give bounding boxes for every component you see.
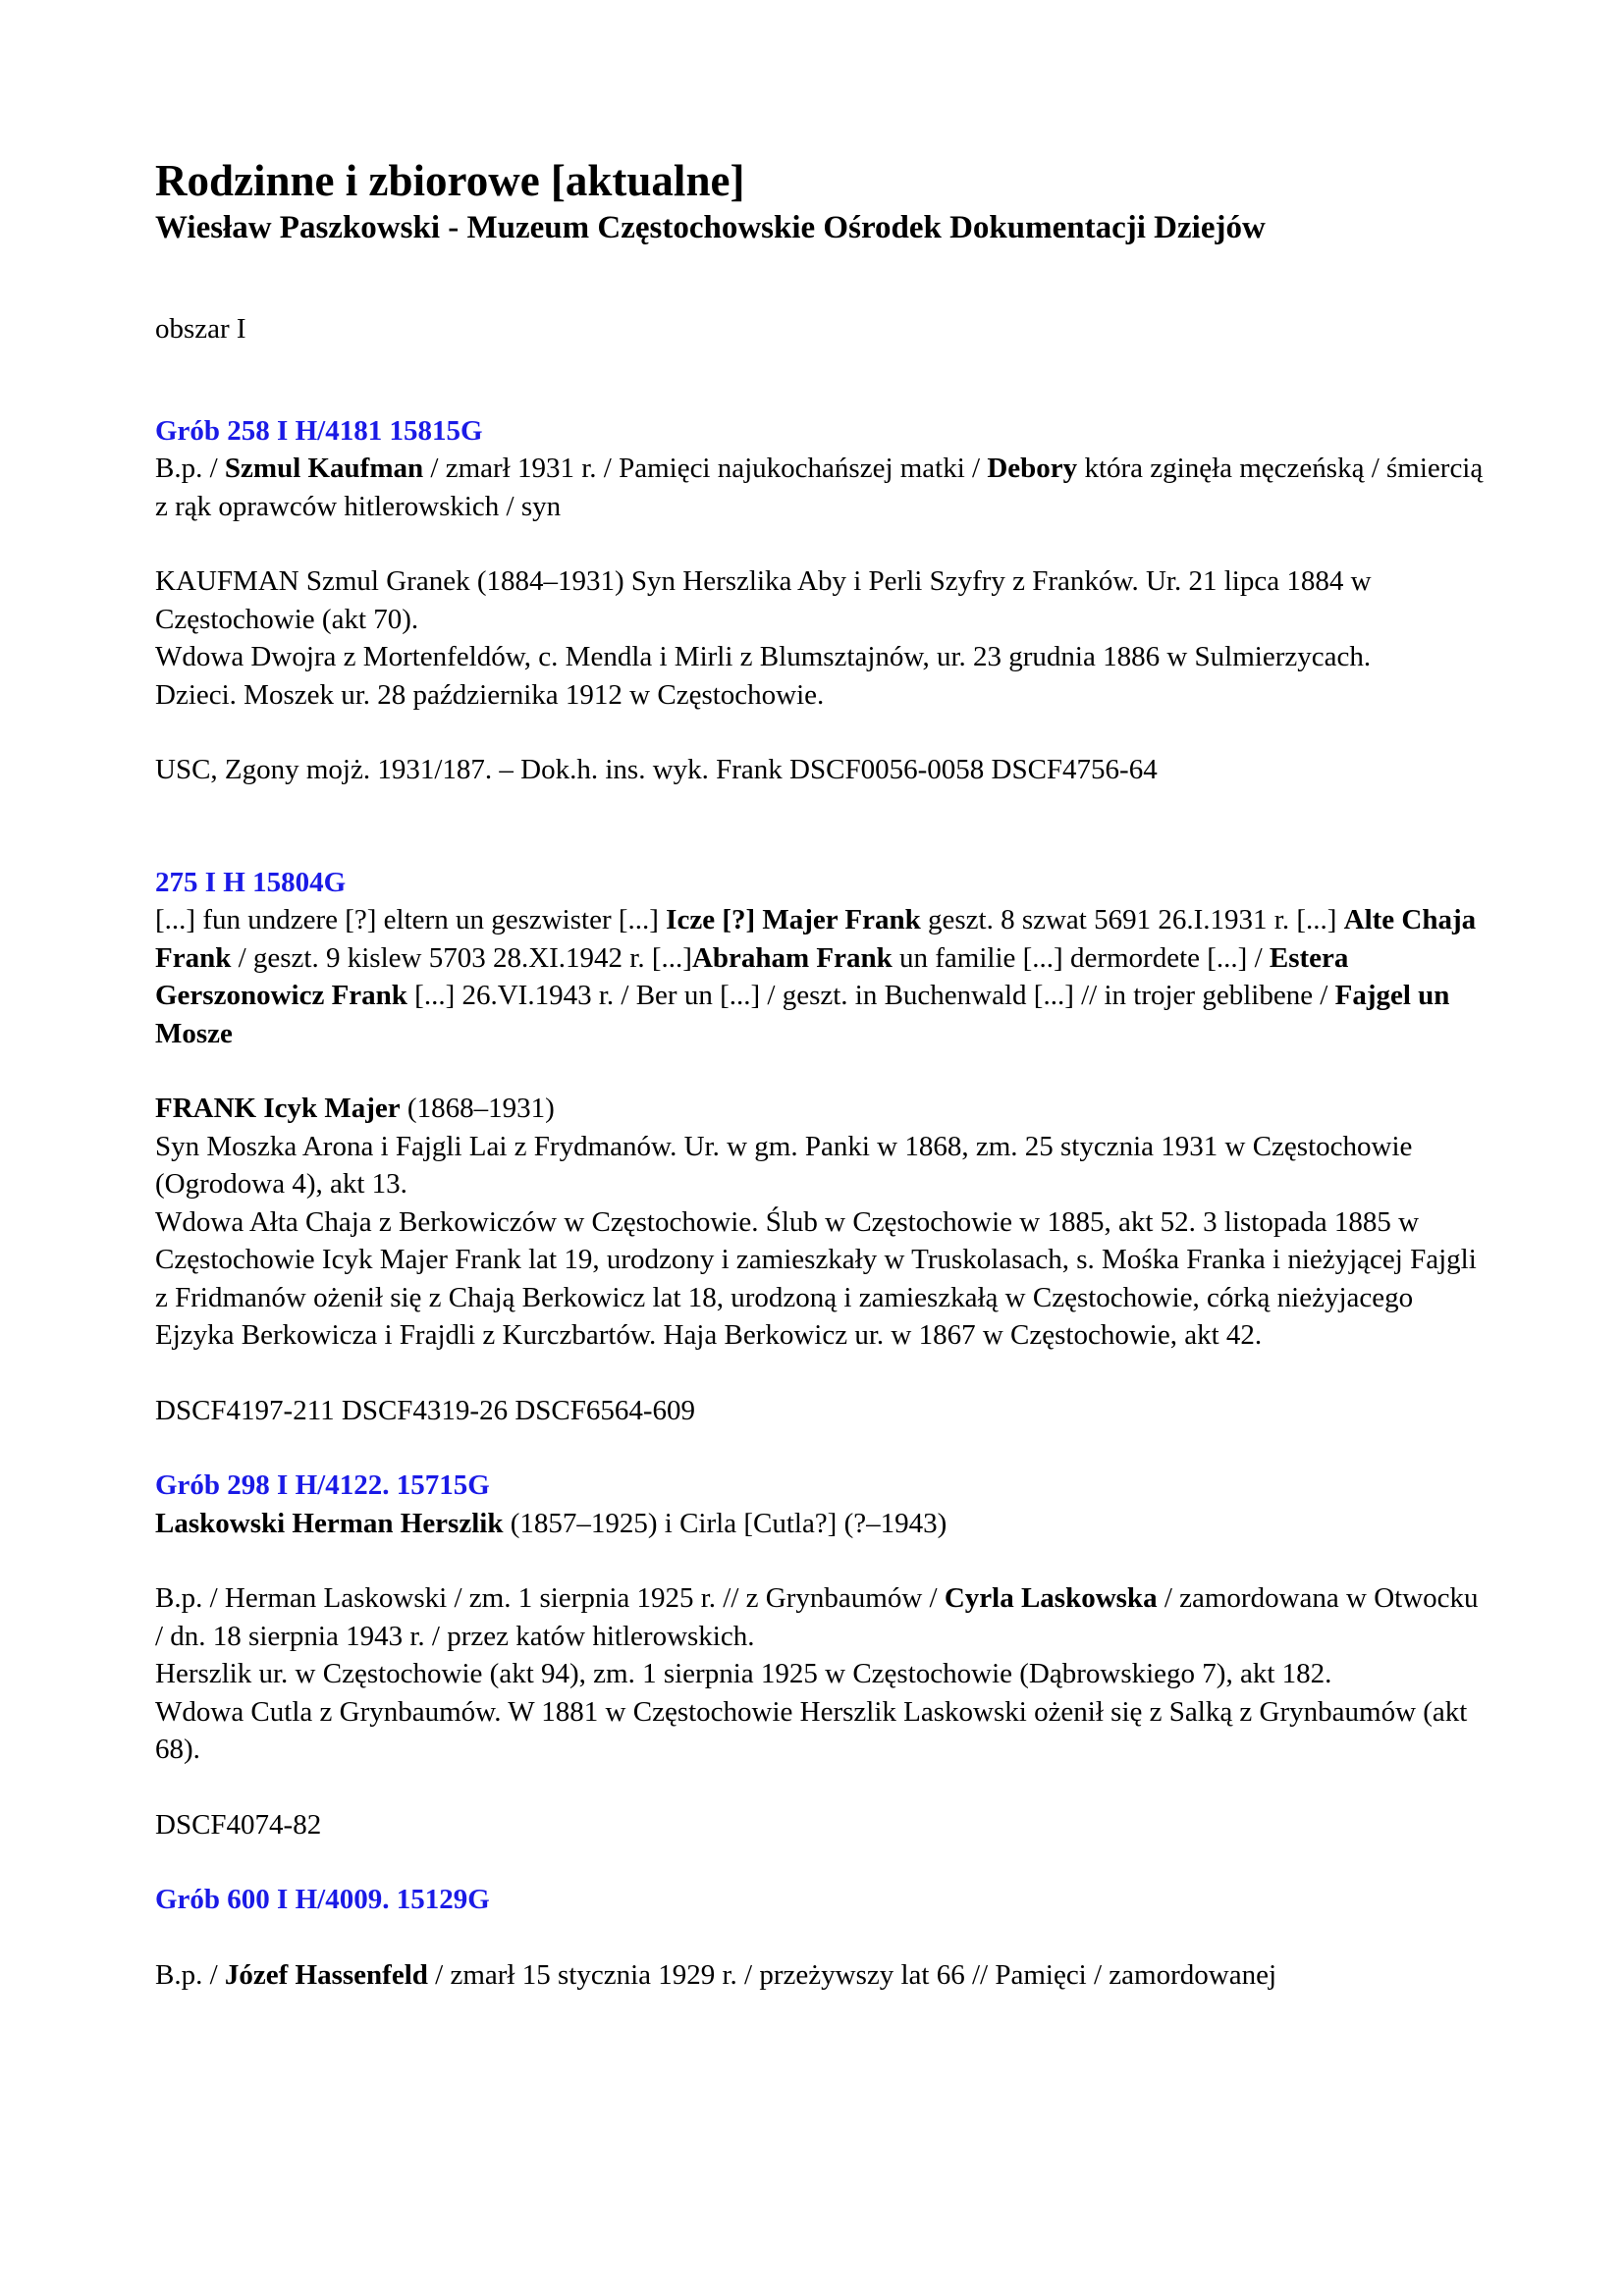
bold-name: Icze [?] Majer Frank <box>666 904 921 935</box>
text-run: / zamordowana w Otwocku / dn. 18 sierpnia 1943 r. / przez katów hitlerowskich. <box>155 1582 1479 1652</box>
grave-heading: Grób 258 I H/4181 15815G <box>155 414 483 447</box>
bio-line: Wdowa Cutla z Grynbaumów. W 1881 w Częstochowie Herszlik Laskowski ożenił się z Salką z Grynbaumów (akt 68). <box>155 1695 1468 1765</box>
bold-name: Fajgel un Mosze <box>155 980 1450 1049</box>
document-content <box>155 155 1490 1994</box>
area-label: obszar I <box>155 313 246 345</box>
bio-line: Herszlik ur. w Częstochowie (akt 94), zm. 1 sierpnia 1925 w Częstochowie (Dąbrowskiego 7), akt 182. <box>155 1658 1332 1689</box>
text-run: un familie [...] dermordete [...] / <box>892 941 1270 974</box>
person-header <box>155 1505 1490 1543</box>
grave-entry <box>155 412 1490 789</box>
page-subtitle: Wiesław Paszkowski - Muzeum Częstochowskie Ośrodek Dokumentacji Dziejów <box>155 210 1266 245</box>
person-dates: (1868–1931) <box>400 1093 555 1124</box>
bold-name: Abraham Frank <box>691 941 893 974</box>
bio-line: Dzieci. Moszek ur. 28 października 1912 w Częstochowie. <box>155 678 825 711</box>
grave-inscription <box>155 1956 1490 1995</box>
text-run: B.p. / <box>155 453 225 484</box>
grave-inscription <box>155 450 1490 525</box>
text-run: / geszt. 9 kislew 5703 28.XI.1942 r. [...] <box>231 941 692 974</box>
grave-heading: 275 I H 15804G <box>155 866 347 898</box>
grave-entry <box>155 1467 1490 1843</box>
grave-heading: Grób 600 I H/4009. 15129G <box>155 1884 490 1915</box>
text-run: B.p. / Herman Laskowski / zm. 1 sierpnia 1925 r. // z Grynbaumów / <box>155 1582 945 1614</box>
person-header <box>155 1090 1490 1128</box>
bold-name: Alte Chaja Frank <box>155 904 1477 974</box>
person-name: FRANK Icyk Majer <box>155 1093 401 1124</box>
page-title: Rodzinne i zbiorowe [aktualne] <box>155 156 745 205</box>
text-run: geszt. 8 szwat 5691 26.I.1931 r. [...] <box>920 904 1344 935</box>
grave-heading: Grób 298 I H/4122. 15715G <box>155 1469 490 1501</box>
text-run: / zmarł 1931 r. / Pamięci najukochańszej matki / <box>423 453 988 484</box>
text-run: [...] fun undzere [?] eltern un geszwister [...] <box>155 904 667 935</box>
bold-name: Szmul Kaufman <box>224 453 424 484</box>
grave-entry <box>155 864 1490 1430</box>
grave-inscription <box>155 1579 1490 1655</box>
bold-name: Estera Gerszonowicz Frank <box>155 941 1349 1011</box>
grave-entry <box>155 1881 1490 1994</box>
text-run: B.p. / <box>155 1958 225 1991</box>
bold-name: Józef Hassenfeld <box>224 1958 428 1991</box>
sources-line: DSCF4197-211 DSCF4319-26 DSCF6564-609 <box>155 1394 696 1426</box>
bio-line: Syn Moszka Arona i Fajgli Lai z Frydmanów. Ur. w gm. Panki w 1868, zm. 25 stycznia 1931 w Częstochowie (Ogrodowa 4), akt 13. <box>155 1130 1413 1200</box>
bold-name: Cyrla Laskowska <box>944 1582 1158 1614</box>
person-name: Laskowski Herman Herszlik <box>155 1507 504 1539</box>
text-run: która zginęła męczeńską / śmiercią z rąk oprawców hitlerowskich / syn <box>155 453 1484 522</box>
sources-line: USC, Zgony mojż. 1931/187. – Dok.h. ins. wyk. Frank DSCF0056-0058 DSCF4756-64 <box>155 754 1158 785</box>
text-run: [...] 26.VI.1943 r. / Ber un [...] / geszt. in Buchenwald [...] // in trojer geblibene / <box>406 980 1335 1011</box>
grave-inscription <box>155 901 1490 1052</box>
bio-line: KAUFMAN Szmul Granek (1884–1931) Syn Herszlika Aby i Perli Szyfry z Franków. Ur. 21 lipca 1884 w Częstochowie (akt 70). <box>155 565 1372 635</box>
bold-name: Debory <box>987 453 1078 484</box>
text-run: / zmarł 15 stycznia 1929 r. / przeżywszy lat 66 // Pamięci / zamordowanej <box>427 1958 1277 1991</box>
bio-line: Wdowa Ałta Chaja z Berkowiczów w Częstochowie. Ślub w Częstochowie w 1885, akt 52. 3 listopada 1885 w Częstochowie Icyk Majer Frank lat 19, urodzony i zamieszkały w Truskolasach, s. Mośka Franka i nieżyjącej Fajgli z Fridmanów ożenił się z Chają Berkowicz lat 18, urodzoną i zamieszkałą w Częstochowie, córką nieżyjacego Ejzyka Berkowicza i Frajdli z Kurczbartów. Haja Berkowicz ur. w 1867 w Częstochowie, akt 42. <box>155 1205 1477 1351</box>
bio-line: Wdowa Dwojra z Mortenfeldów, c. Mendla i Mirli z Blumsztajnów, ur. 23 grudnia 1886 w Sulmierzycach. <box>155 641 1372 672</box>
person-dates: (1857–1925) i Cirla [Cutla?] (?–1943) <box>503 1507 947 1539</box>
sources-line: DSCF4074-82 <box>155 1808 322 1841</box>
